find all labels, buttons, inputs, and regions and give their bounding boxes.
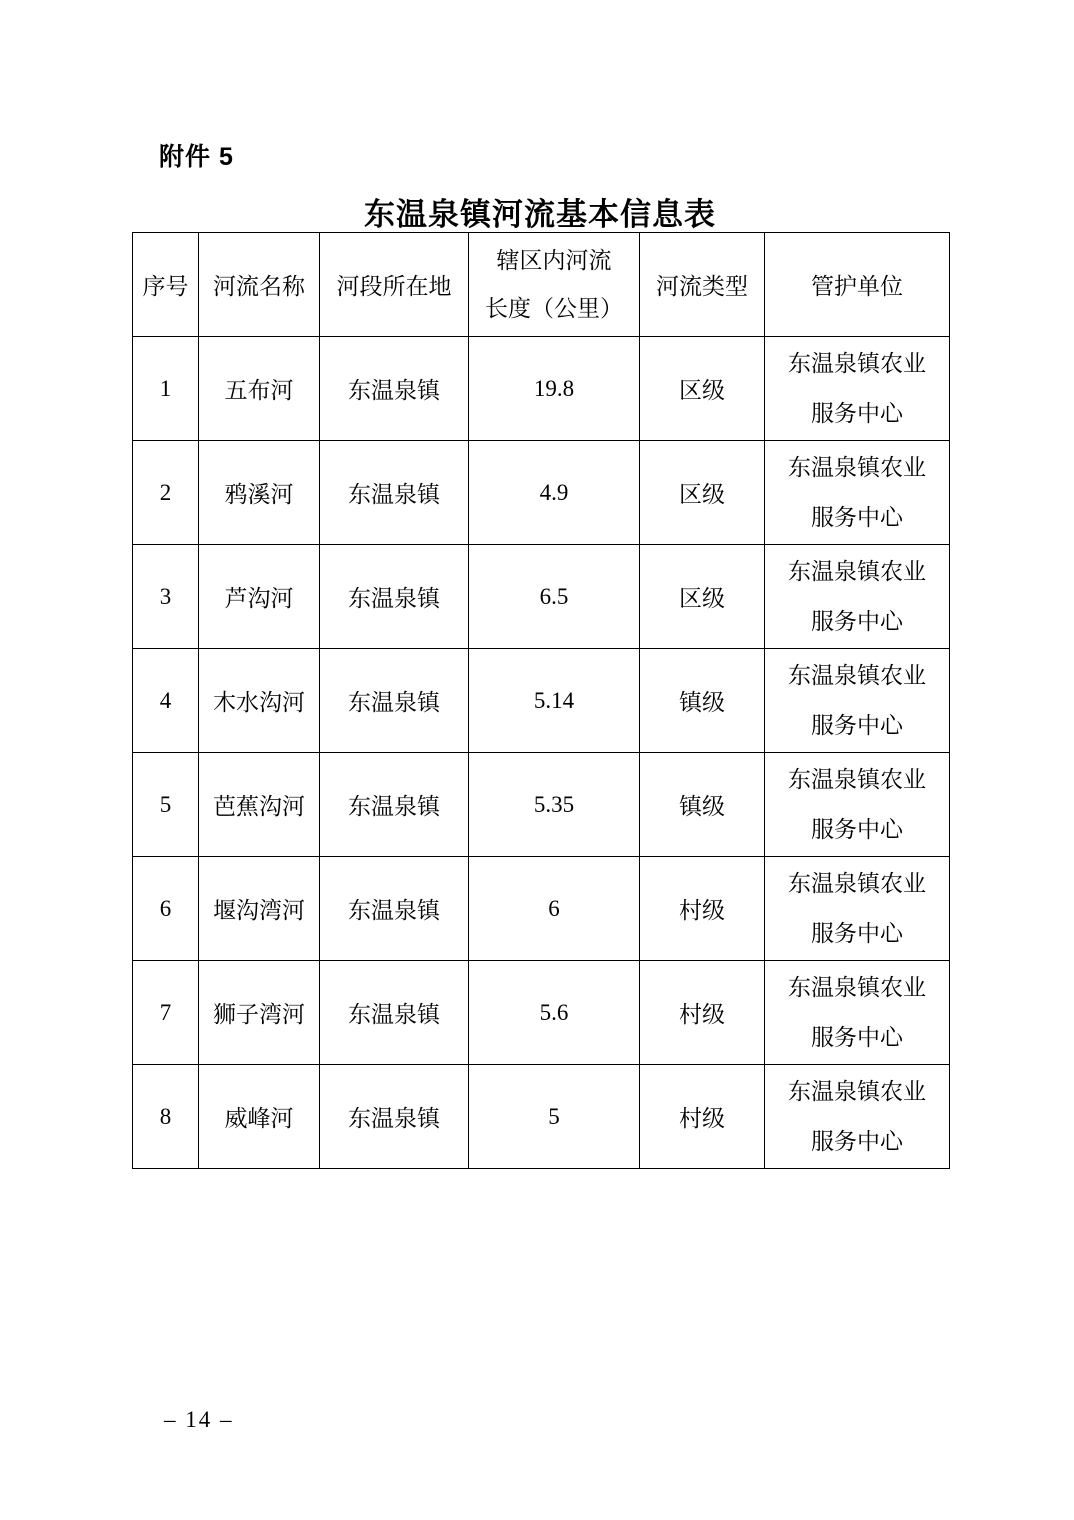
cell-unit bbox=[765, 441, 950, 545]
cell-length: 5.35 bbox=[469, 753, 640, 857]
cell-seq: 1 bbox=[133, 337, 199, 441]
cell-river-name: 狮子湾河 bbox=[199, 961, 320, 1065]
cell-river-name: 堰沟湾河 bbox=[199, 857, 320, 961]
cell-length: 19.8 bbox=[469, 337, 640, 441]
cell-location: 东温泉镇 bbox=[320, 441, 469, 545]
cell-river-name: 芭蕉沟河 bbox=[199, 753, 320, 857]
cell-location: 东温泉镇 bbox=[320, 649, 469, 753]
unit-line-1: 东温泉镇农业 bbox=[788, 1078, 926, 1104]
cell-unit bbox=[765, 545, 950, 649]
cell-length: 4.9 bbox=[469, 441, 640, 545]
page-number: – 14 – bbox=[164, 1407, 234, 1432]
cell-length: 5.14 bbox=[469, 649, 640, 753]
cell-river-name: 五布河 bbox=[199, 337, 320, 441]
unit-line-2: 服务中心 bbox=[811, 712, 903, 738]
header-seq: 序号 bbox=[133, 233, 199, 337]
cell-unit bbox=[765, 649, 950, 753]
cell-river-name: 芦沟河 bbox=[199, 545, 320, 649]
cell-seq: 5 bbox=[133, 753, 199, 857]
table-row bbox=[133, 753, 950, 857]
table-row bbox=[133, 961, 950, 1065]
unit-line-2: 服务中心 bbox=[811, 920, 903, 946]
header-location: 河段所在地 bbox=[320, 233, 469, 337]
cell-length: 6 bbox=[469, 857, 640, 961]
unit-line-2: 服务中心 bbox=[811, 816, 903, 842]
unit-line-1: 东温泉镇农业 bbox=[788, 974, 926, 1000]
unit-line-2: 服务中心 bbox=[811, 504, 903, 530]
unit-line-2: 服务中心 bbox=[811, 608, 903, 634]
cell-seq: 8 bbox=[133, 1065, 199, 1169]
cell-type: 村级 bbox=[640, 857, 765, 961]
table-row bbox=[133, 1065, 950, 1169]
unit-line-1: 东温泉镇农业 bbox=[788, 558, 926, 584]
header-type: 河流类型 bbox=[640, 233, 765, 337]
unit-line-1: 东温泉镇农业 bbox=[788, 454, 926, 480]
table-row bbox=[133, 337, 950, 441]
river-info-table bbox=[132, 232, 950, 1169]
cell-type: 镇级 bbox=[640, 649, 765, 753]
cell-seq: 6 bbox=[133, 857, 199, 961]
header-length-line-1: 辖区内河流 bbox=[496, 247, 612, 273]
table-row bbox=[133, 857, 950, 961]
cell-location: 东温泉镇 bbox=[320, 545, 469, 649]
cell-river-name: 鸦溪河 bbox=[199, 441, 320, 545]
table-row bbox=[133, 441, 950, 545]
cell-type: 区级 bbox=[640, 441, 765, 545]
unit-line-1: 东温泉镇农业 bbox=[788, 870, 926, 896]
cell-type: 区级 bbox=[640, 337, 765, 441]
cell-river-name: 威峰河 bbox=[199, 1065, 320, 1169]
attachment-label: 附件 5 bbox=[159, 143, 234, 171]
unit-line-1: 东温泉镇农业 bbox=[788, 662, 926, 688]
cell-seq: 3 bbox=[133, 545, 199, 649]
cell-length: 5.6 bbox=[469, 961, 640, 1065]
cell-unit bbox=[765, 961, 950, 1065]
cell-river-name: 木水沟河 bbox=[199, 649, 320, 753]
cell-type: 区级 bbox=[640, 545, 765, 649]
header-length-line-2: 长度（公里） bbox=[485, 295, 623, 321]
header-length bbox=[469, 233, 640, 337]
cell-location: 东温泉镇 bbox=[320, 1065, 469, 1169]
table-row bbox=[133, 649, 950, 753]
cell-unit bbox=[765, 337, 950, 441]
unit-line-1: 东温泉镇农业 bbox=[788, 766, 926, 792]
table-header-row bbox=[133, 233, 950, 337]
cell-type: 镇级 bbox=[640, 753, 765, 857]
unit-line-2: 服务中心 bbox=[811, 1024, 903, 1050]
page-title: 东温泉镇河流基本信息表 bbox=[364, 197, 716, 232]
cell-length: 5 bbox=[469, 1065, 640, 1169]
cell-type: 村级 bbox=[640, 961, 765, 1065]
header-river-name: 河流名称 bbox=[199, 233, 320, 337]
cell-seq: 2 bbox=[133, 441, 199, 545]
cell-length: 6.5 bbox=[469, 545, 640, 649]
header-unit: 管护单位 bbox=[765, 233, 950, 337]
unit-line-2: 服务中心 bbox=[811, 1128, 903, 1154]
cell-location: 东温泉镇 bbox=[320, 337, 469, 441]
cell-location: 东温泉镇 bbox=[320, 857, 469, 961]
cell-unit bbox=[765, 753, 950, 857]
cell-unit bbox=[765, 1065, 950, 1169]
table-row bbox=[133, 545, 950, 649]
cell-location: 东温泉镇 bbox=[320, 753, 469, 857]
cell-location: 东温泉镇 bbox=[320, 961, 469, 1065]
unit-line-2: 服务中心 bbox=[811, 400, 903, 426]
cell-seq: 7 bbox=[133, 961, 199, 1065]
unit-line-1: 东温泉镇农业 bbox=[788, 350, 926, 376]
cell-unit bbox=[765, 857, 950, 961]
cell-type: 村级 bbox=[640, 1065, 765, 1169]
cell-seq: 4 bbox=[133, 649, 199, 753]
